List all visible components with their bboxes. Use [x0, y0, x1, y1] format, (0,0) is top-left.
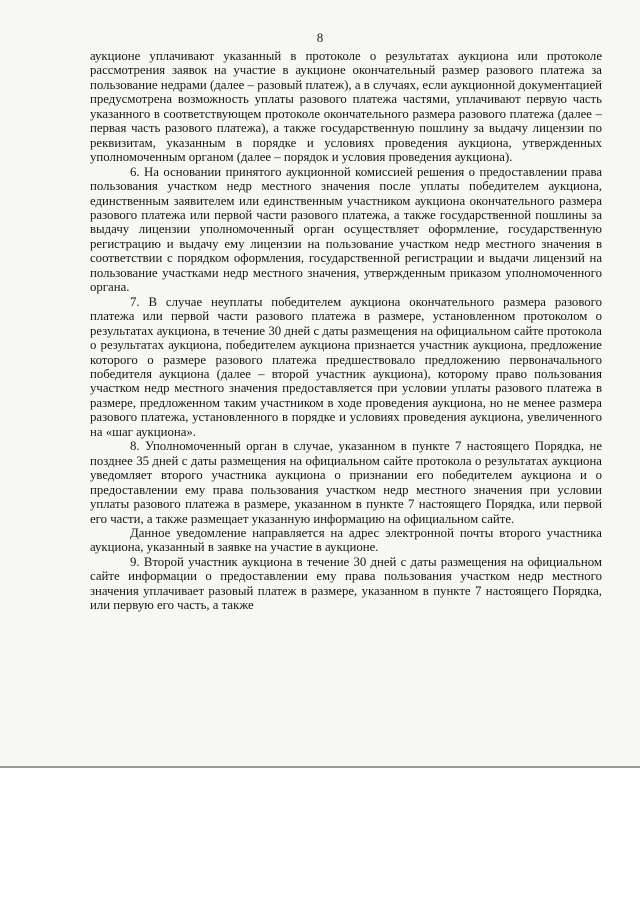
paragraph-item-7: 7. В случае неуплаты победителем аукциона окончательного размера разового платежа или первой части разового платежа в размере, установленном протоколом о результатах аукциона, в течение 30 дней с даты размещения на официальном сайте протокола о результатах аукциона, победителем аукциона признается участник аукциона, предложение которого о размере разового платежа предшествовало предложению первоначального победителя аукциона (далее – второй участник аукциона), которому право пользования участком недр местного значения предоставляется при условии уплаты разового платежа в размере, предложенном таким участником в ходе проведения аукциона, но не менее размера разового платежа, установленного в порядке и условиях проведения аукциона, увеличенного на «шаг аукциона». [90, 294, 602, 439]
page-number: 8 [316, 30, 324, 45]
document-body [90, 49, 602, 613]
paragraph-notice: Данное уведомление направляется на адрес электронной почты второго участника аукциона, указанный в заявке на участие в аукционе. [90, 525, 602, 555]
paragraph-continuation: аукционе уплачивают указанный в протоколе о результатах аукциона или протоколе рассмотрения заявок на участие в аукционе окончательный размер разового платежа за пользование недрами (далее – разовый платеж), а в случаях, если аукционной документацией предусмотрена возможность уплаты разового платежа частями, уплачивают первую часть указанного в соответствующем протоколе окончательного размера разового платежа (далее – первая часть разового платежа), а также государственную пошлину за выдачу лицензии по реквизитам, указанным в порядке и условиях проведения аукциона, утвержденных уполномоченным органом (далее – порядок и условия проведения аукциона). [90, 49, 602, 165]
paragraph-item-6: 6. На основании принятого аукционной комиссией решения о предоставлении права пользования участком недр местного значения после уплаты победителем аукциона, единственным заявителем или единственным участником аукциона окончательного размера разового платежа или первой части разового платежа, а также государственной пошлины за выдачу лицензии уполномоченный орган осуществляет оформление, государственную регистрацию и выдачу ему лицензии на пользование участком недр местного значения в соответствии с порядком оформления, государственной регистрации и выдачи лицензий на пользование участками недр местного значения, утвержденным приказом уполномоченного органа. [90, 164, 602, 295]
paragraph-item-9: 9. Второй участник аукциона в течение 30 дней с даты размещения на официальном сайте информации о предоставлении ему права пользования участком недр местного значения уплачивает разовый платеж в размере, указанном в пункте 7 настоящего Порядка, или первую его часть, а также [90, 554, 602, 613]
paragraph-item-8: 8. Уполномоченный орган в случае, указанном в пункте 7 настоящего Порядка, не позднее 35 дней с даты размещения на официальном сайте протокола о результатах аукциона уведомляет второго участника аукциона о признании его победителем аукциона и о предоставлении ему права пользования участком недр местного значения при условии уплаты разового платежа в размере, указанном в пункте 7 настоящего Порядка, или первой его части, а также размещает указанную информацию на официальном сайте. [90, 439, 602, 526]
